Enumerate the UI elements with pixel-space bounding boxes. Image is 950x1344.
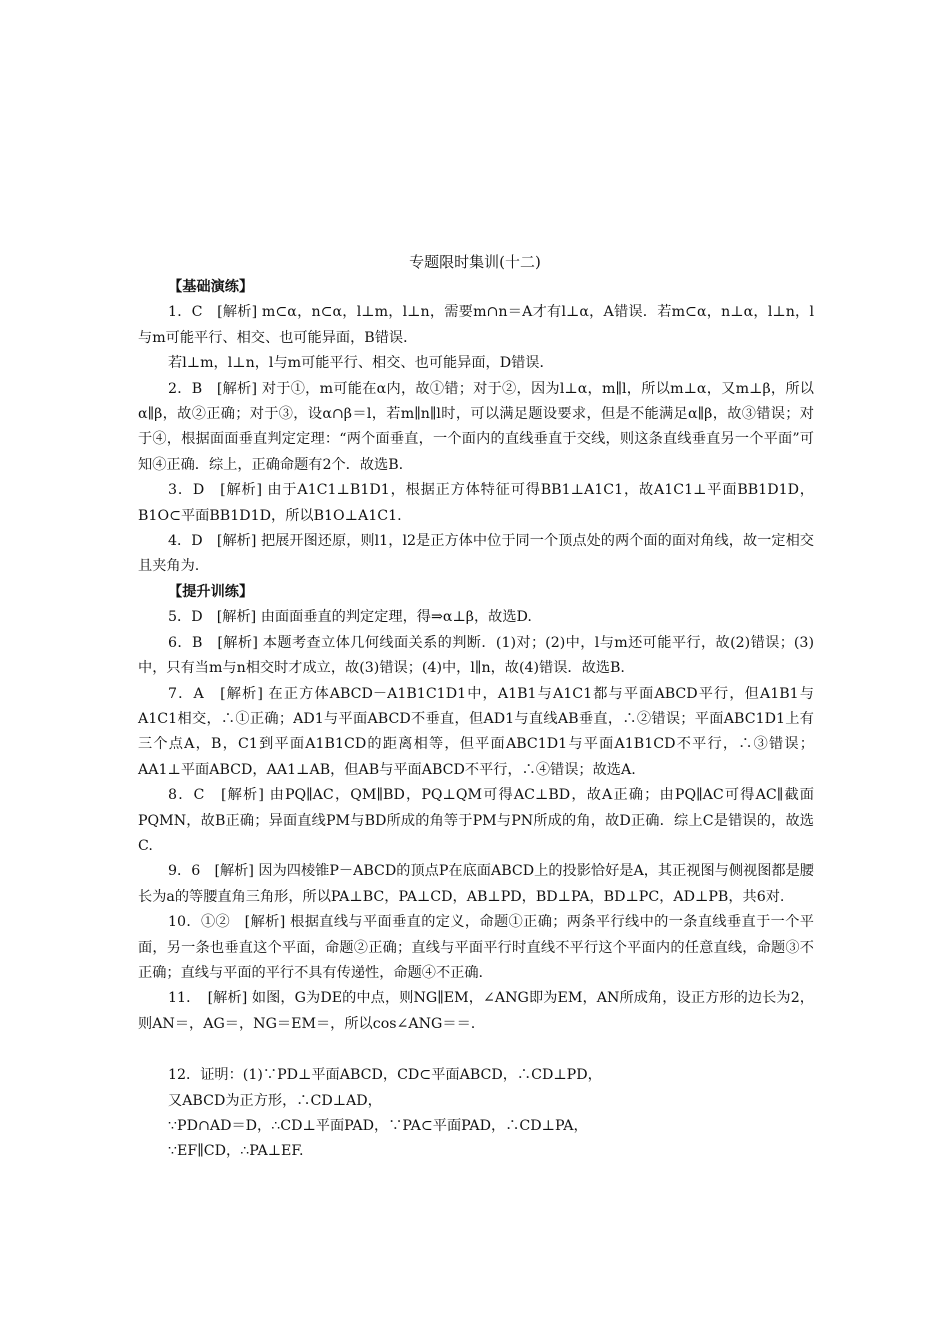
proof-line-2: 又ABCD为正方形，∴CD⊥AD， <box>168 1092 382 1109</box>
answer-10: 10．①② [解析] 根据直线与平面垂直的定义，命题①正确；两条平行线中的一条直线垂直于一个平面，另一条也垂直这个平面，命题②正确；直线与平面平行时直线不平行这个平面内的任意直线，命题③不正确；直线与平面的平行不具有传递性，命题④不正确. <box>138 914 814 981</box>
answer-4: 4．D [解析] 把展开图还原，则l1，l2是正方体中位于同一个顶点处的两个面的面对角线，故一定相交且夹角为. <box>138 533 814 575</box>
proof-line-1: 12．证明：(1)∵PD⊥平面ABCD，CD⊂平面ABCD，∴CD⊥PD， <box>168 1067 602 1084</box>
answer-8: 8．C [解析] 由PQ∥AC，QM∥BD，PQ⊥QM可得AC⊥BD，故A正确；由PQ∥AC可得AC∥截面PQMN，故B正确；异面直线PM与BD所成的角等于PM与PN所成的角，故D正确．综上C是错误的，故选C. <box>138 787 814 854</box>
answer-3: 3．D [解析] 由于A1C1⊥B1D1，根据正方体特征可得BB1⊥A1C1，故A1C1⊥平面BB1D1D，B1O⊂平面BB1D1D，所以B1O⊥A1C1. <box>138 482 814 524</box>
document-body <box>138 275 814 1165</box>
proof-line-4: ∵EF∥CD，∴PA⊥EF. <box>168 1143 304 1160</box>
section-heading-advanced: 【提升训练】 <box>168 583 254 600</box>
answer-1-cont: 若l⊥m，l⊥n，l与m可能平行、相交、也可能异面，D错误． <box>168 355 554 372</box>
answer-5: 5．D [解析] 由面面垂直的判定定理，得⇒α⊥β，故选D. <box>168 609 532 626</box>
answer-6: 6．B [解析] 本题考查立体几何线面关系的判断．(1)对；(2)中，l与m还可能平行，故(2)错误；(3)中，只有当m与n相交时才成立，故(3)错误；(4)中，l∥n，故(4)错误．故选B. <box>138 634 814 677</box>
answer-1: 1．C [解析] m⊂α，n⊂α，l⊥m，l⊥n，需要m∩n＝A才有l⊥α，A错误．若m⊂α，n⊥α，l⊥n，l与m可能平行、相交、也可能异面，B错误． <box>138 304 814 346</box>
answer-9: 9．6 [解析] 因为四棱锥P－ABCD的顶点P在底面ABCD上的投影恰好是A，其正视图与侧视图都是腰长为a的等腰直角三角形，所以PA⊥BC，PA⊥CD，AB⊥PD，BD⊥PA，BD⊥PC，AD⊥PB，共6对. <box>138 863 814 905</box>
answer-7: 7．A [解析] 在正方体ABCD－A1B1C1D1中，A1B1与A1C1都与平面ABCD平行，但A1B1与A1C1相交，∴①正确；AD1与平面ABCD不垂直，但AD1与直线AB垂直，∴②错误；平面ABC1D1上有三个点A，B，C1到平面A1B1CD的距离相等，但平面ABC1D1与平面A1B1CD不平行，∴③错误；AA1⊥平面ABCD，AA1⊥AB，但AB与平面ABCD不平行，∴④错误；故选A. <box>138 685 814 778</box>
section-heading-basic: 【基础演练】 <box>168 279 254 295</box>
page-title: 专题限时集训(十二) <box>409 253 541 271</box>
answer-11: 11． [解析] 如图，G为DE的中点，则NG∥EM，∠ANG即为EM，AN所成角，设正方形的边长为2，则AN＝，AG＝，NG＝EM＝，所以cos∠ANG＝＝. <box>138 990 814 1032</box>
proof-line-3: ∵PD∩AD＝D，∴CD⊥平面PAD，∵PA⊂平面PAD，∴CD⊥PA， <box>168 1118 588 1134</box>
answer-2: 2．B [解析] 对于①，m可能在α内，故①错；对于②，因为l⊥α，m∥l，所以m⊥α，又m⊥β，所以α∥β，故②正确；对于③，设α∩β＝l，若m∥n∥l时，可以满足题设要求，但是不能满足α∥β，故③错误；对于④，根据面面垂直判定定理：“两个面垂直，一个面内的直线垂直于交线，则这条直线垂直另一个平面”可知④正确．综上，正确命题有2个．故选B. <box>138 380 814 473</box>
spacer <box>138 1037 814 1063</box>
